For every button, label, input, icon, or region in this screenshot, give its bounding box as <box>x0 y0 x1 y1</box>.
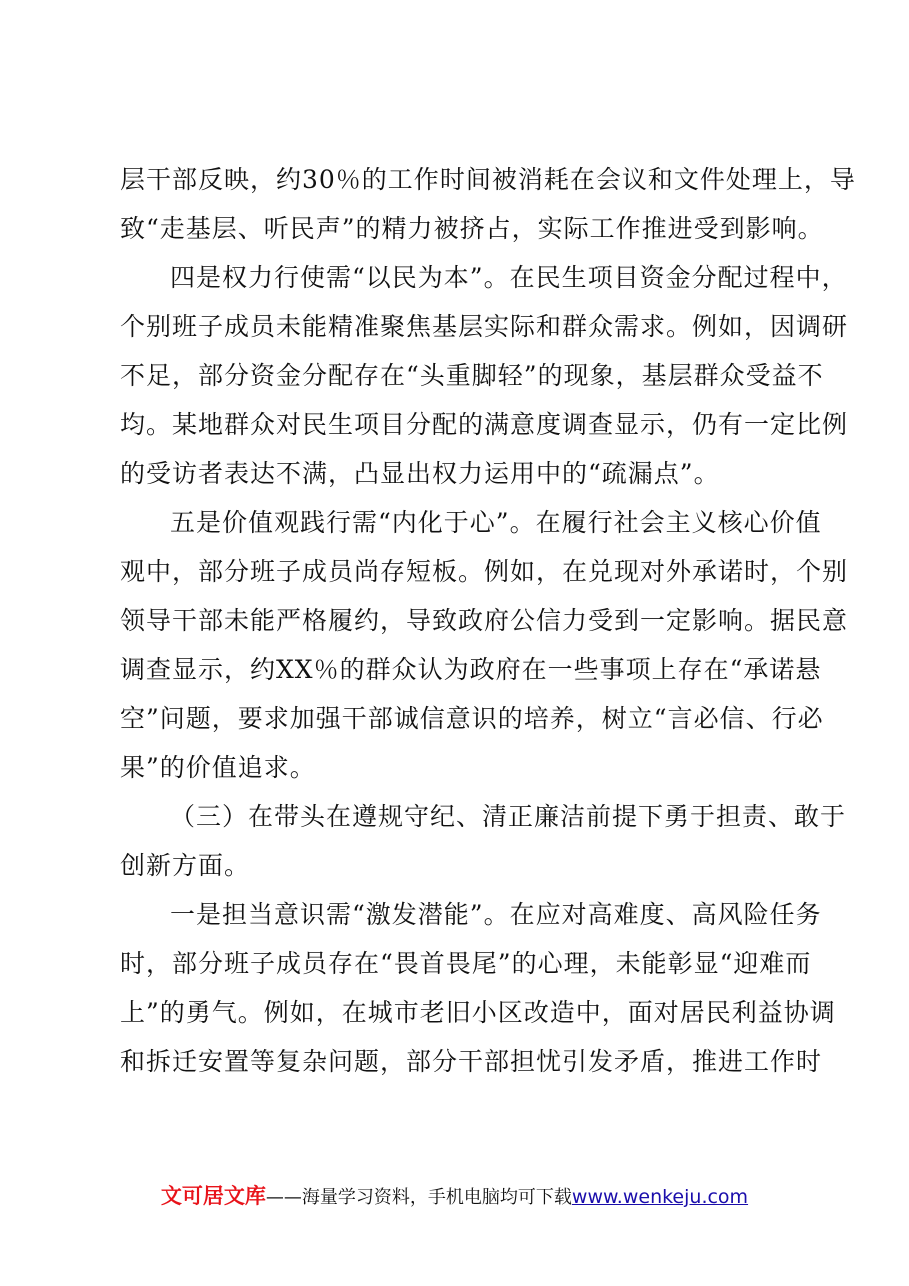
section-heading-line: （三）在带头在遵规守纪、清正廉洁前提下勇于担责、敢于 <box>170 802 847 831</box>
paragraph-start-line: 一是担当意识需“激发潜能”。在应对高难度、高风险任务 <box>170 900 822 929</box>
text-line: 上”的勇气。例如，在城市老旧小区改造中，面对居民利益协调 <box>120 998 836 1027</box>
text-line: 果”的价值追求。 <box>120 753 316 782</box>
paragraph-start-line: 五是价值观践行需“内化于心”。在履行社会主义核心价值 <box>170 508 822 537</box>
text-line: 空”问题，要求加强干部诚信意识的培养，树立“言必信、行必 <box>120 704 824 733</box>
website-link[interactable]: www.wenkeju.com <box>571 1186 749 1208</box>
text-line: 调查显示，约XX％的群众认为政府在一些事项上存在“承诺悬 <box>120 655 822 684</box>
brand-name: 文可居文库 <box>160 1184 266 1208</box>
text-line: 均。某地群众对民生项目分配的满意度调查显示，仍有一定比例 <box>120 410 849 439</box>
text-line: 和拆迁安置等复杂问题，部分干部担忧引发矛盾，推进工作时 <box>120 1047 823 1076</box>
text-line: 个别班子成员未能精准聚焦基层实际和群众需求。例如，因调研 <box>120 312 849 341</box>
paragraph-start-line: 四是权力行使需“以民为本”。在民生项目资金分配过程中， <box>170 263 848 292</box>
text-line: 致“走基层、听民声”的精力被挤占，实际工作推进受到影响。 <box>120 214 824 243</box>
footer-slogan: ——海量学习资料，手机电脑均可下载 <box>265 1187 572 1208</box>
section-heading-line: 创新方面。 <box>120 851 251 880</box>
text-line: 观中，部分班子成员尚存短板。例如，在兑现对外承诺时，个别 <box>120 557 849 586</box>
text-line: 不足，部分资金分配存在“头重脚轻”的现象，基层群众受益不 <box>120 361 824 390</box>
text-line: 层干部反映，约30％的工作时间被消耗在会议和文件处理上，导 <box>120 165 856 194</box>
document-body <box>120 155 856 1086</box>
text-line: 时，部分班子成员存在“畏首畏尾”的心理，未能彰显“迎难而 <box>120 949 812 978</box>
text-line: 领导干部未能严格履约，导致政府公信力受到一定影响。据民意 <box>120 606 849 635</box>
text-line: 的受访者表达不满，凸显出权力运用中的“疏漏点”。 <box>120 459 720 488</box>
footer-banner <box>0 1180 909 1210</box>
